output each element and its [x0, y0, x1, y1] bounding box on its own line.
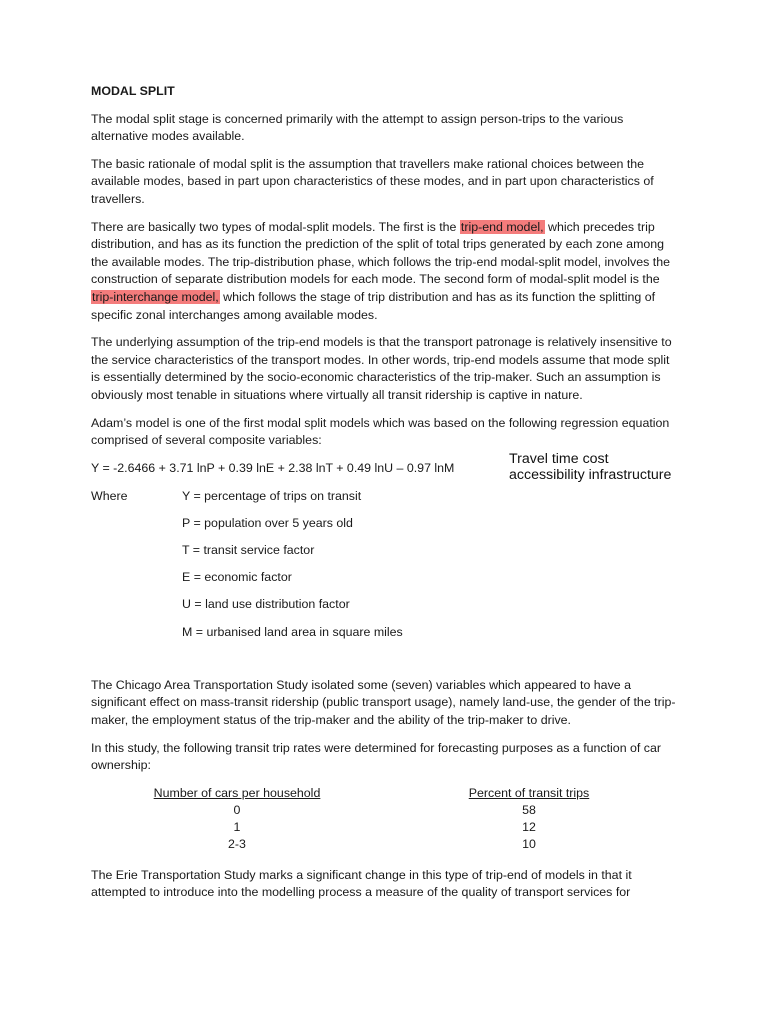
highlight-trip-interchange-model: trip-interchange model,	[92, 289, 219, 304]
table-cell-percent: 10	[522, 836, 536, 851]
definition-e: E = economic factor	[182, 570, 292, 585]
note-line-1: Travel time cost	[509, 450, 609, 467]
definition-p: P = population over 5 years old	[182, 515, 353, 530]
equation-row	[91, 450, 681, 483]
paragraph-2: The basic rationale of modal split is the assumption that travellers make rational choices between the available modes, based in part upon characteristics of these modes, and in part upon characteristics of travellers.	[91, 156, 654, 206]
table-cell-cars: 1	[233, 819, 241, 834]
table-header-cars: Number of cars per household	[153, 785, 321, 800]
table-cell-cars: 2-3	[228, 836, 246, 851]
definition-m: M = urbanised land area in square miles	[182, 624, 403, 639]
definition-u: U = land use distribution factor	[182, 597, 350, 612]
paragraph-3-text-a: There are basically two types of modal-split models. The first is the	[91, 219, 460, 234]
spacer	[91, 651, 681, 677]
highlight-trip-end-model: trip-end model,	[460, 219, 544, 234]
definition-row	[91, 569, 681, 596]
where-label: Where	[91, 488, 128, 503]
transit-trip-rate-table	[91, 785, 681, 851]
definition-row	[91, 488, 681, 515]
table-column-cars	[137, 785, 337, 853]
definition-row	[91, 542, 681, 569]
note-line-2: accessibility infrastructure	[509, 466, 672, 483]
document-page	[91, 83, 681, 912]
definition-t: T = transit service factor	[182, 543, 315, 558]
page-title: MODAL SPLIT	[91, 84, 175, 98]
definition-row	[91, 515, 681, 542]
table-column-percent	[429, 785, 629, 853]
paragraph-5: Adam’s model is one of the first modal split models which was based on the following regression equation comprised of several composite variables:	[91, 415, 670, 448]
table-cell-cars: 0	[233, 802, 241, 817]
definition-y: Y = percentage of trips on transit	[182, 488, 362, 503]
paragraph-1: The modal split stage is concerned primarily with the attempt to assign person-trips to the various alternative modes available.	[91, 111, 624, 144]
paragraph-4: The underlying assumption of the trip-end models is that the transport patronage is relatively insensitive to the service characteristics of the transport modes. In other words, trip-end models assume that mode split is essentially determined by the socio-economic characteristics of the trip-maker. Such an assumption is obviously most tenable in situations where virtually all transit ridership is captive in nature.	[91, 335, 672, 402]
table-cell-percent: 58	[522, 802, 536, 817]
table-cell-percent: 12	[522, 819, 536, 834]
regression-equation: Y = -2.6466 + 3.71 lnP + 0.39 lnE + 2.38 lnT + 0.49 lnU – 0.97 lnM	[91, 460, 455, 475]
paragraph-8: The Erie Transportation Study marks a significant change in this type of trip-end of models in that it attempted to introduce into the modelling process a measure of the quality of transport services for	[91, 867, 632, 900]
paragraph-7: In this study, the following transit trip rates were determined for forecasting purposes as a function of car ownership:	[91, 740, 662, 773]
handwritten-note	[509, 451, 671, 483]
table-header-percent: Percent of transit trips	[468, 785, 590, 800]
definition-row	[91, 624, 681, 651]
paragraph-3	[91, 219, 681, 325]
paragraph-3-text-b: which precedes trip distribution, and has as its function the prediction of the split of total trips generated by each zone among the available modes. The trip-distribution phase, which follows the trip-end modal-split model, involves the construction of separate distribution models for each mode. The second form of modal-split model is the	[91, 219, 670, 287]
paragraph-6: The Chicago Area Transportation Study isolated some (seven) variables which appeared to have a significant effect on mass-transit ridership (public transport usage), namely land-use, the gender of the trip-maker, the employment status of the trip-maker and the ability of the trip-maker to drive.	[91, 677, 676, 727]
paragraph-3-text-c: which follows the stage of trip distribution and has as its function the splitting of specific zonal interchanges among available modes.	[91, 289, 656, 322]
definition-row	[91, 596, 681, 623]
